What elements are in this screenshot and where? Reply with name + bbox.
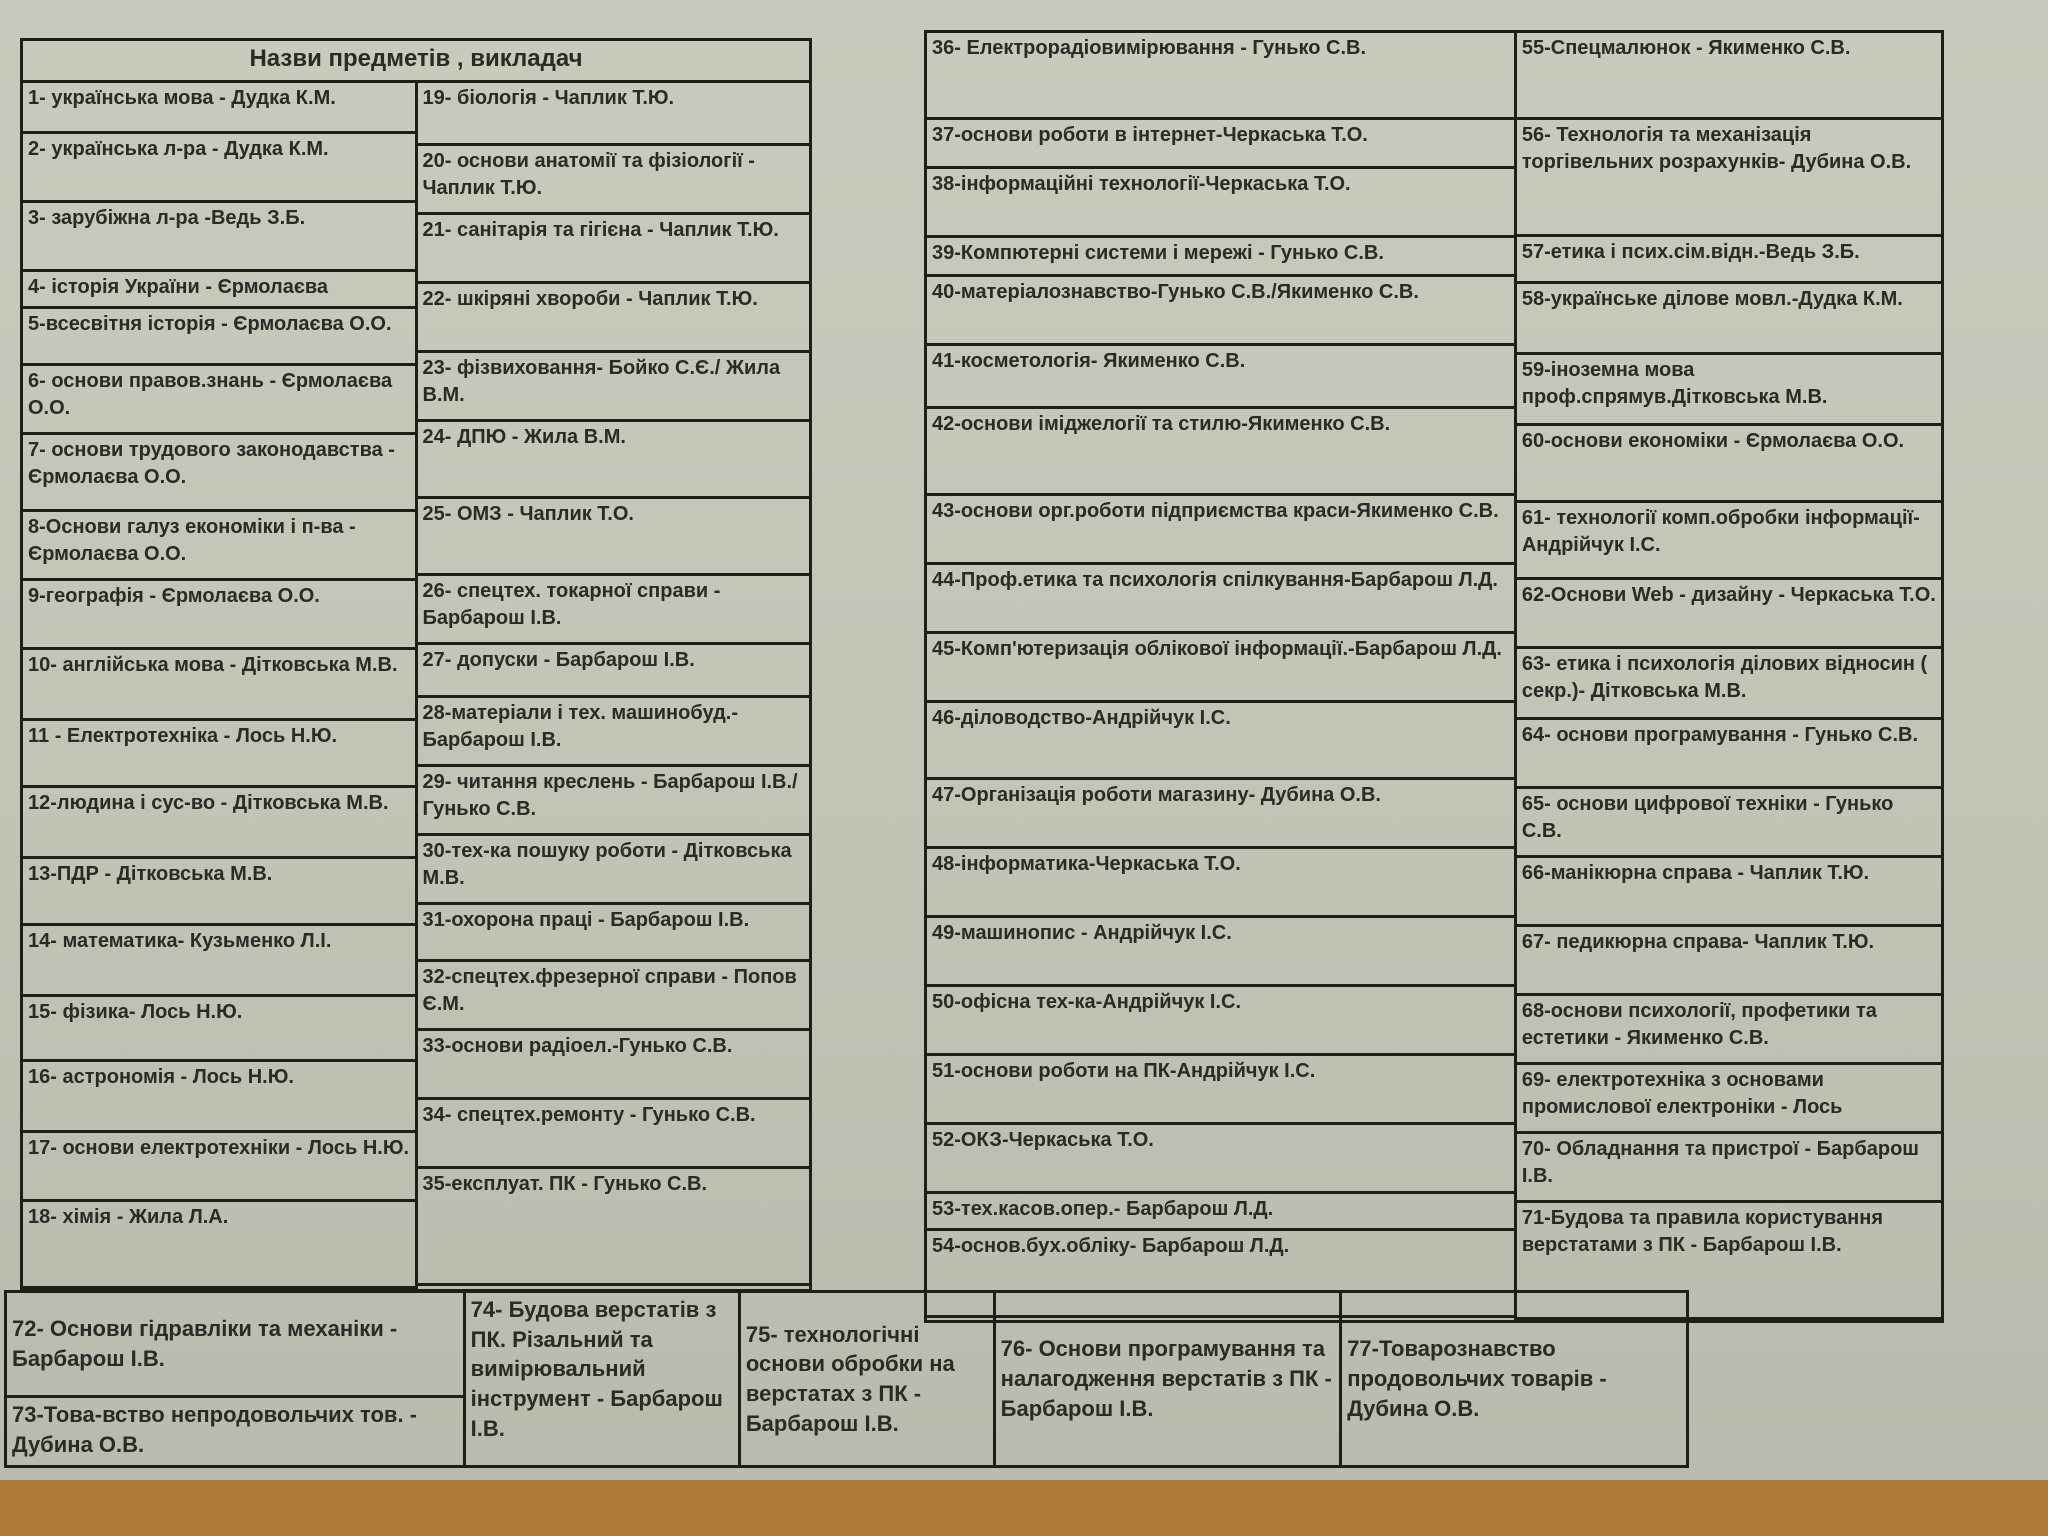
- subject-cell: 70- Обладнання та пристрої - Барбарош І.В.: [1517, 1133, 1941, 1202]
- subject-75: 75- технологічні основи обробки на верстатах з ПК - Барбарош І.В.: [739, 1292, 994, 1467]
- subject-cell: 32-спецтех.фрезерної справи - Попов Є.М.: [418, 961, 810, 1030]
- bottom-table: [4, 1290, 2044, 1468]
- subject-cell: 39-Компютерні системи і мережі - Гунько С.В.: [927, 237, 1514, 276]
- subject-cell: 28-матеріали і тех. машинобуд.-Барбарош І.В.: [418, 697, 810, 766]
- subject-cell: 7- основи трудового законодавства - Єрмолаєва О.О.: [23, 434, 415, 511]
- subject-cell: 62-Основи Web - дизайну - Черкаська Т.О.: [1517, 579, 1941, 648]
- subject-cell: 12-людина і сус-во - Дітковська М.В.: [23, 787, 415, 858]
- left-col1: [22, 82, 417, 1291]
- subject-cell: 2- українська л-ра - Дудка К.М.: [23, 133, 415, 202]
- subject-cell: 57-етика і псих.сім.відн.-Ведь З.Б.: [1517, 236, 1941, 283]
- subject-cell: 69- електротехніка з основами промислової електроніки - Лось: [1517, 1064, 1941, 1133]
- subject-cell: 23- фізвиховання- Бойко С.Є./ Жила В.М.: [418, 352, 810, 421]
- subject-cell: 15- фізика- Лось Н.Ю.: [23, 996, 415, 1061]
- subject-cell: 6- основи правов.знань - Єрмолаєва О.О.: [23, 365, 415, 434]
- subject-cell: 5-всесвітня історія - Єрмолаєва О.О.: [23, 308, 415, 365]
- subject-72: 72- Основи гідравліки та механіки - Барбарош І.В.: [6, 1292, 465, 1397]
- subject-cell: 3- зарубіжна л-ра -Ведь З.Б.: [23, 202, 415, 271]
- subject-cell: 26- спецтех. токарної справи - Барбарош І.В.: [418, 575, 810, 644]
- right-col1: [926, 32, 1516, 1322]
- subject-cell: 49-машинопис - Андрійчук І.С.: [927, 917, 1514, 986]
- subject-cell: 43-основи орг.роботи підприємства краси-Якименко С.В.: [927, 495, 1514, 564]
- subject-cell: 20- основи анатомії та фізіології - Чаплик Т.Ю.: [418, 145, 810, 214]
- subject-74: 74- Будова верстатів з ПК. Різальний та вимірювальний інструмент - Барбарош І.В.: [464, 1292, 739, 1467]
- left-table: [20, 38, 812, 1292]
- subject-cell: 18- хімія - Жила Л.А.: [23, 1201, 415, 1288]
- subject-cell: 16- астрономія - Лось Н.Ю.: [23, 1061, 415, 1132]
- subject-cell: 8-Основи галуз економіки і п-ва - Єрмолаєва О.О.: [23, 511, 415, 580]
- subject-cell: 65- основи цифрової техніки - Гунько С.В.: [1517, 788, 1941, 857]
- subject-cell: 25- ОМЗ - Чаплик Т.О.: [418, 498, 810, 575]
- subject-cell: 47-Організація роботи магазину- Дубина О.В.: [927, 779, 1514, 848]
- empty-cell: [1687, 1292, 2044, 1467]
- subject-cell: 37-основи роботи в інтернет-Черкаська Т.О.: [927, 119, 1514, 168]
- subject-76: 76- Основи програмування та налагодження верстатів з ПК - Барбарош І.В.: [994, 1292, 1341, 1467]
- subject-cell: 63- етика і психологія ділових відносин ( секр.)- Дітковська М.В.: [1517, 648, 1941, 719]
- subject-cell: 46-діловодство-Андрійчук І.С.: [927, 702, 1514, 779]
- subject-cell: 10- англійська мова - Дітковська М.В.: [23, 649, 415, 720]
- subject-cell: 27- допуски - Барбарош І.В.: [418, 644, 810, 697]
- subject-cell: 34- спецтех.ремонту - Гунько С.В.: [418, 1099, 810, 1168]
- subject-cell: 55-Спецмалюнок - Якименко С.В.: [1517, 33, 1941, 119]
- subject-cell: 40-матеріалознавство-Гунько С.В./Якименко С.В.: [927, 276, 1514, 345]
- subject-cell: 51-основи роботи на ПК-Андрійчук І.С.: [927, 1055, 1514, 1124]
- right-col2: [1515, 32, 1942, 1322]
- subject-cell: 41-косметологія- Якименко С.В.: [927, 345, 1514, 408]
- subject-cell: 48-інформатика-Черкаська Т.О.: [927, 848, 1514, 917]
- subject-cell: 67- педикюрна справа- Чаплик Т.Ю.: [1517, 926, 1941, 995]
- right-table: [924, 30, 1944, 1323]
- subject-cell: 38-інформаційні технології-Черкаська Т.О.: [927, 168, 1514, 237]
- subject-cell: 56- Технологія та механізація торгівельних розрахунків- Дубина О.В.: [1517, 119, 1941, 236]
- subject-cell: 1- українська мова - Дудка К.М.: [23, 83, 415, 133]
- subject-77: 77-Товарознавство продовольчих товарів - Дубина О.В.: [1341, 1292, 1688, 1467]
- subject-cell: 9-географія - Єрмолаєва О.О.: [23, 580, 415, 649]
- subject-cell: 24- ДПЮ - Жила В.М.: [418, 421, 810, 498]
- subject-cell: 50-офісна тех-ка-Андрійчук І.С.: [927, 986, 1514, 1055]
- subject-cell: 45-Комп'ютеризація облікової інформації.-Барбарош Л.Д.: [927, 633, 1514, 702]
- desk-surface: [0, 1480, 2048, 1536]
- subject-cell: 11 - Електротехніка - Лось Н.Ю.: [23, 720, 415, 787]
- subject-cell: 36- Електрорадіовимірювання - Гунько С.В.: [927, 33, 1514, 119]
- subject-cell: 42-основи іміджелогії та стилю-Якименко С.В.: [927, 408, 1514, 495]
- subject-cell: 4- історія України - Єрмолаєва: [23, 271, 415, 308]
- subject-cell: 60-основи економіки - Єрмолаєва О.О.: [1517, 425, 1941, 502]
- subject-cell: 68-основи психології, профетики та естетики - Якименко С.В.: [1517, 995, 1941, 1064]
- subject-cell: 71-Будова та правила користування верстатами з ПК - Барбарош І.В.: [1517, 1202, 1941, 1319]
- subject-cell: 17- основи електротехніки - Лось Н.Ю.: [23, 1132, 415, 1201]
- subject-cell: 53-тех.касов.опер.- Барбарош Л.Д.: [927, 1193, 1514, 1230]
- subject-cell: 64- основи програмування - Гунько С.В.: [1517, 719, 1941, 788]
- subject-cell: 35-експлуат. ПК - Гунько С.В.: [418, 1168, 810, 1285]
- subject-cell: 61- технології комп.обробки інформації- Андрійчук І.С.: [1517, 502, 1941, 579]
- table-header: Назви предметів , викладач: [22, 40, 811, 82]
- subject-cell: 30-тех-ка пошуку роботи - Дітковська М.В.: [418, 835, 810, 904]
- subject-cell: 66-манікюрна справа - Чаплик Т.Ю.: [1517, 857, 1941, 926]
- subject-cell: 33-основи радіоел.-Гунько С.В.: [418, 1030, 810, 1099]
- subject-cell: 22- шкіряні хвороби - Чаплик Т.Ю.: [418, 283, 810, 352]
- subject-cell: 29- читання креслень - Барбарош І.В./ Гунько С.В.: [418, 766, 810, 835]
- subject-cell: 54-основ.бух.обліку- Барбарош Л.Д.: [927, 1230, 1514, 1317]
- subject-73: 73-Това-вство непродовольчих тов. - Дубина О.В.: [6, 1397, 465, 1467]
- subject-cell: 59-іноземна мова проф.спрямув.Дітковська М.В.: [1517, 354, 1941, 425]
- subject-cell: 44-Проф.етика та психологія спілкування-Барбарош Л.Д.: [927, 564, 1514, 633]
- subject-cell: 19- біологія - Чаплик Т.Ю.: [418, 83, 810, 145]
- subject-cell: 21- санітарія та гігієна - Чаплик Т.Ю.: [418, 214, 810, 283]
- left-col2: [416, 82, 811, 1291]
- subject-cell: 14- математика- Кузьменко Л.І.: [23, 925, 415, 996]
- subject-cell: 31-охорона праці - Барбарош І.В.: [418, 904, 810, 961]
- subject-cell: 58-українське ділове мовл.-Дудка К.М.: [1517, 283, 1941, 354]
- subject-cell: 13-ПДР - Дітковська М.В.: [23, 858, 415, 925]
- subject-cell: 52-ОКЗ-Черкаська Т.О.: [927, 1124, 1514, 1193]
